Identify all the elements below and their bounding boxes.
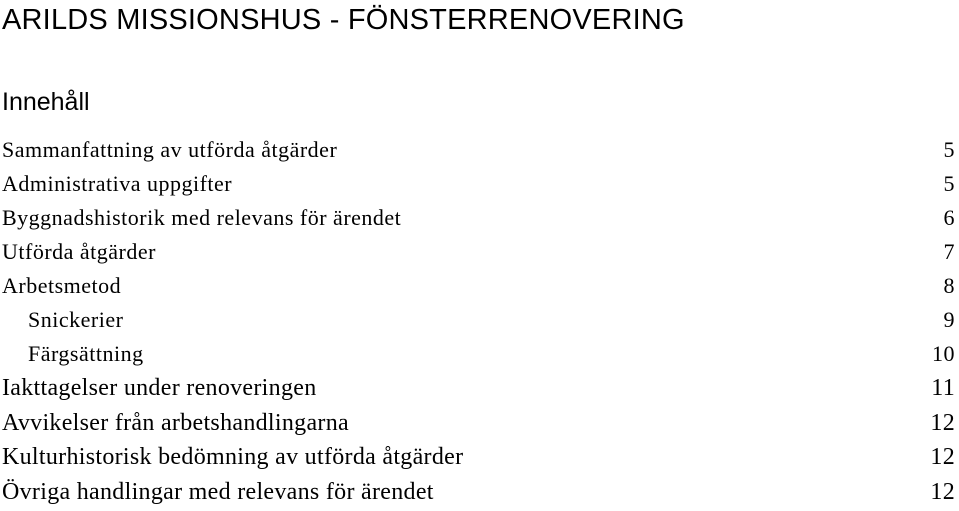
toc-entry[interactable] bbox=[2, 201, 959, 235]
toc-entry-page: 6 bbox=[943, 205, 955, 230]
toc-entry[interactable] bbox=[2, 269, 959, 303]
toc-entry-page: 11 bbox=[931, 375, 955, 401]
toc-entry-page: 12 bbox=[930, 444, 955, 470]
toc-entry-title: Administrativa uppgifter bbox=[2, 171, 233, 196]
toc-entry-title: Snickerier bbox=[28, 307, 124, 332]
toc-entry[interactable] bbox=[2, 235, 959, 269]
toc-entry-title: Sammanfattning av utförda åtgärder bbox=[2, 137, 338, 162]
toc-entry-title: Byggnadshistorik med relevans för ärendet bbox=[2, 205, 402, 230]
toc-subentry[interactable] bbox=[2, 337, 959, 371]
toc-entry-page: 12 bbox=[930, 409, 955, 436]
toc-entry[interactable] bbox=[2, 371, 959, 406]
document-title: ARILDS MISSIONSHUS - FÖNSTERRENOVERING bbox=[2, 4, 685, 36]
toc-entry[interactable] bbox=[2, 406, 959, 441]
toc-subentry[interactable] bbox=[2, 303, 959, 337]
toc-entry-title: Övriga handlingar med relevans för ärendet bbox=[2, 478, 434, 505]
toc-entry[interactable] bbox=[2, 167, 959, 201]
toc-entry[interactable] bbox=[2, 475, 959, 510]
toc-entry-page: 9 bbox=[943, 307, 955, 332]
toc-entry-page: 12 bbox=[930, 478, 955, 505]
toc-entry-title: Arbetsmetod bbox=[2, 273, 122, 298]
toc-entry-title: Utförda åtgärder bbox=[2, 239, 156, 264]
toc-entry-page: 7 bbox=[943, 239, 955, 264]
toc-entry-page: 5 bbox=[943, 137, 955, 162]
toc-entry-page: 10 bbox=[932, 341, 955, 366]
toc-entry-title: Iakttagelser under renoveringen bbox=[2, 375, 317, 401]
toc-heading: Innehåll bbox=[2, 88, 90, 116]
toc-entry[interactable] bbox=[2, 440, 959, 475]
toc-entry-title: Kulturhistorisk bedömning av utförda åtgärder bbox=[2, 444, 464, 470]
table-of-contents bbox=[2, 133, 959, 509]
toc-entry-title: Färgsättning bbox=[28, 341, 144, 366]
toc-entry-page: 8 bbox=[943, 273, 955, 298]
toc-entry[interactable] bbox=[2, 133, 959, 167]
toc-entry-page: 5 bbox=[943, 171, 955, 196]
toc-entry-title: Avvikelser från arbetshandlingarna bbox=[2, 409, 349, 436]
